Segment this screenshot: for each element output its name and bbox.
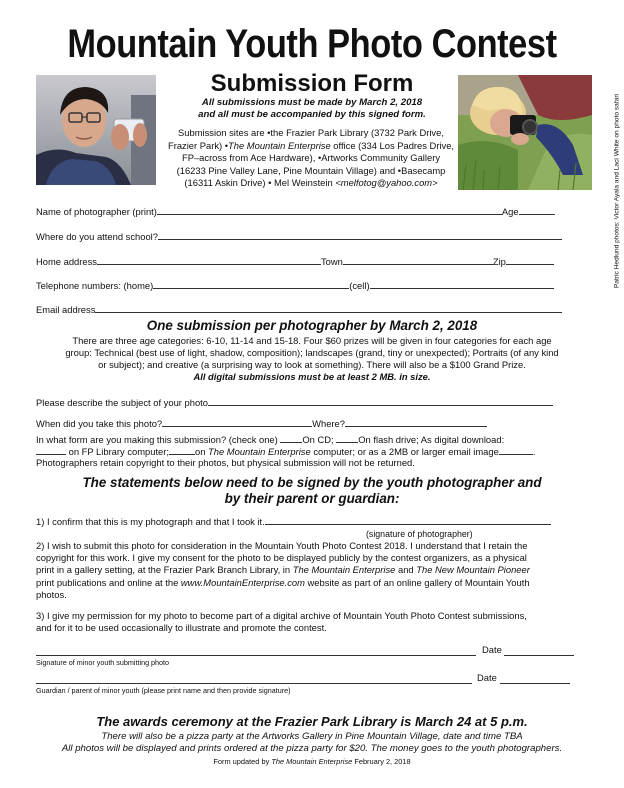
- subject-label: Please describe the subject of your photo: [36, 397, 208, 408]
- form-title: Mountain Youth Photo Contest: [67, 22, 557, 66]
- photographer-signature-caption: (signature of photographer): [366, 529, 473, 539]
- deadline-line-1: All submissions must be made by March 2, 2018: [201, 97, 423, 108]
- email-row: [36, 303, 562, 316]
- guardian-signature-caption: Guardian / parent of minor youth (please print name and then provide signature): [36, 686, 291, 695]
- cell-label: (cell): [349, 280, 370, 291]
- statement-3-line-1: 3) I give my permission for my photo to become part of a digital archive of Mountain Youth Photo Contest submissions,: [36, 610, 527, 621]
- copyright-note: Photographers retain copyright to their photos, but physical submission will not be returned.: [36, 457, 415, 468]
- cd-checkbox[interactable]: [280, 433, 302, 443]
- enterprise-option-name: The Mountain Enterprise: [208, 446, 311, 457]
- rules-line-2: group: Technical (best use of light, shadow, composition); landscapes (grand, tiny or unexpected); Portraits (of any kind: [65, 347, 559, 358]
- rules-text: [20, 335, 604, 383]
- name-row: [36, 205, 555, 218]
- form-updated: Form updated by The Mountain Enterprise February 2, 2018: [213, 757, 411, 766]
- rules-heading: One submission per photographer by March 2, 2018: [146, 318, 478, 333]
- address-row: [36, 255, 554, 268]
- email-label: Email address: [36, 304, 96, 315]
- sites-line-2: Frazier Park) •The Mountain Enterprise office (334 Los Padres Drive,: [167, 139, 455, 151]
- enterprise-computer-checkbox[interactable]: [169, 445, 195, 455]
- where-input[interactable]: [345, 417, 487, 427]
- flash-drive-checkbox[interactable]: [336, 433, 358, 443]
- photo-credit: Patric Hedlund photos: Victor Ayala and Laci White on photo safari: [613, 93, 621, 289]
- statement-3-line-2: and for it to be used occasionally to illustrate and promote the contest.: [36, 622, 327, 634]
- awards-ceremony: The awards ceremony at the Frazier Park Library is March 24 at 5 p.m.: [96, 714, 528, 729]
- guardian-signature-input[interactable]: [36, 683, 472, 684]
- digital-size-note: All digital submissions must be at least 2 MB. in size.: [193, 371, 431, 382]
- flash-option-label: On flash drive; As digital download:: [358, 434, 505, 445]
- statement-1: [36, 515, 551, 528]
- rules-line-1: There are three age categories: 6-10, 11-14 and 15-18. Four $60 prizes will be given in four categories for each age: [72, 335, 552, 346]
- email-input[interactable]: [95, 303, 562, 313]
- town-input[interactable]: [343, 255, 493, 265]
- statement-2-line-5: photos.: [36, 588, 67, 600]
- photo-boy-with-camera: [36, 75, 156, 185]
- minor-signature-input[interactable]: [36, 655, 476, 656]
- minor-date-input[interactable]: [504, 655, 574, 656]
- cell-phone-input[interactable]: [370, 279, 554, 289]
- photographer-signature-input[interactable]: [265, 515, 551, 525]
- email-image-checkbox[interactable]: [499, 445, 533, 455]
- sites-line-3: FP–across from Ace Hardware), •Artworks Community Gallery: [181, 152, 441, 164]
- name-label: Name of photographer (print): [36, 206, 157, 217]
- form-subtitle: Submission Form: [210, 70, 414, 97]
- sites-line-5: (16311 Askin Drive) • Mel Weinstein <melfotog@yahoo.com>: [184, 177, 438, 189]
- phone-label: Telephone numbers: (home): [36, 280, 154, 291]
- pizza-party-line: There will also be a pizza party at the Artworks Gallery in Pine Mountain Village, date and time TBA: [101, 731, 523, 742]
- name-input[interactable]: [157, 205, 502, 215]
- minor-signature-caption: Signature of minor youth submitting photo: [36, 658, 170, 667]
- email-option-label: computer; or as a 2MB or larger email image: [310, 446, 499, 457]
- rules-line-3: or subject); and creative (a surprising way to look at something). There will also be a $100 Grand Prize.: [98, 359, 526, 370]
- statement-2-line-2: copyright for this work. I give my consent for the photo to be displayed publicly by the contest organizers, as a physical: [36, 552, 527, 564]
- when-row: [36, 417, 487, 430]
- cd-option-label: On CD;: [302, 434, 337, 445]
- statement-2: [36, 540, 576, 601]
- statements-heading-1: The statements below need to be signed by the youth photographer and: [82, 475, 542, 490]
- statement-2-line-3: print in a gallery setting, at the Frazier Park Branch Library, in The Mountain Enterprise and The New Mountain Pioneer: [36, 564, 530, 576]
- guardian-date-label: Date: [477, 672, 497, 683]
- school-row: [36, 230, 562, 243]
- where-label: Where?: [312, 418, 345, 429]
- statement-2-line-4: print publications and online at the www.MountainEnterprise.com website as part of an online gallery of Mountain Youth: [36, 576, 530, 588]
- town-label: Town: [320, 256, 343, 267]
- statement-2-line-1: 2) I wish to submit this photo for consideration in the Mountain Youth Photo Contest 2018. I understand that I retain the: [36, 540, 528, 551]
- submission-sites: [164, 127, 458, 190]
- statement-3: [36, 610, 576, 634]
- address-input[interactable]: [97, 255, 321, 265]
- when-input[interactable]: [162, 417, 312, 427]
- home-phone-input[interactable]: [153, 279, 349, 289]
- subject-row: [36, 396, 553, 409]
- school-input[interactable]: [158, 230, 562, 240]
- age-input[interactable]: [519, 205, 555, 215]
- minor-date-label: Date: [482, 644, 502, 655]
- school-label: Where do you attend school?: [36, 231, 158, 242]
- enterprise-option-prefix: on: [195, 446, 209, 457]
- guardian-date-input[interactable]: [500, 683, 570, 684]
- form-type-row-2: on FP Library computer; on The Mountain Enterprise computer; or as a 2MB or larger email image .: [36, 445, 535, 458]
- photo-girl-with-camera: [458, 75, 592, 190]
- statement-1-text: 1) I confirm that this is my photograph and that I took it.: [36, 516, 265, 527]
- statements-heading-2: by their parent or guardian:: [224, 491, 400, 506]
- fp-library-option-label: on FP Library computer;: [66, 446, 169, 457]
- prints-line: All photos will be displayed and prints ordered at the pizza party for $20. The money goes to the youth photographers.: [61, 743, 563, 754]
- sites-line-1: Submission sites are •the Frazier Park Library (3732 Park Drive,: [178, 127, 444, 138]
- subject-input[interactable]: [208, 396, 553, 406]
- zip-input[interactable]: [506, 255, 554, 265]
- sites-line-4: (16233 Pine Valley Lane, Pine Mountain Village) and •Basecamp: [176, 164, 446, 176]
- address-label: Home address: [36, 256, 97, 267]
- phone-row: [36, 279, 554, 292]
- age-label: Age: [501, 206, 519, 217]
- deadline-line-2: and all must be accompanied by this signed form.: [198, 109, 426, 120]
- form-type-label: In what form are you making this submission? (check one): [36, 434, 281, 445]
- zip-label: Zip: [492, 256, 506, 267]
- when-label: When did you take this photo?: [36, 418, 163, 429]
- fp-library-checkbox[interactable]: [36, 445, 66, 455]
